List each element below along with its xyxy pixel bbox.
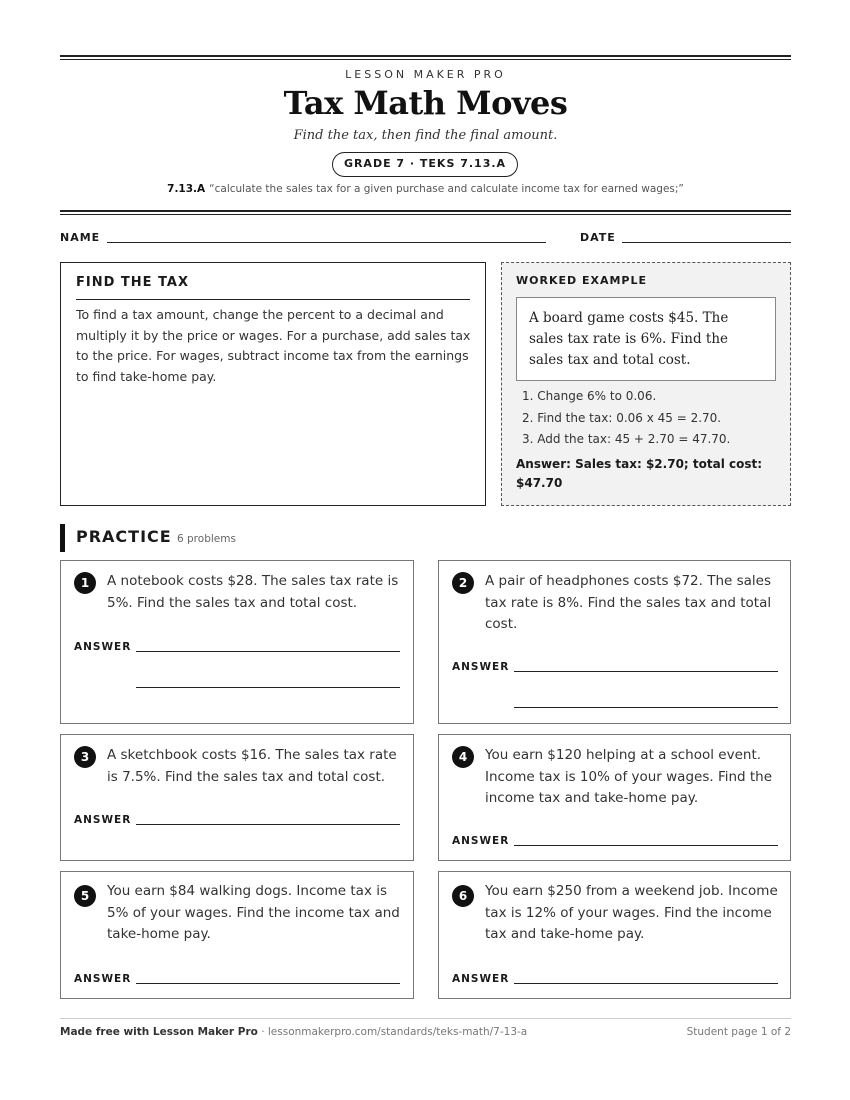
footer-credit (60, 1026, 527, 1038)
top-double-rule (60, 55, 791, 60)
example-title: WORKED EXAMPLE (516, 274, 647, 287)
worksheet-page (60, 0, 791, 1100)
practice-accent-bar (60, 524, 65, 552)
practice-title: PRACTICE (76, 527, 172, 546)
problem-card-2 (438, 560, 791, 724)
problem-number-badge: 4 (452, 746, 474, 768)
answer-label: ANSWER (74, 641, 132, 653)
concept-title: FIND THE TAX (76, 275, 190, 290)
problem-number-badge: 3 (74, 746, 96, 768)
example-step: 1. Change 6% to 0.06. (522, 389, 657, 403)
example-step: 3. Add the tax: 45 + 2.70 = 47.70. (522, 432, 731, 446)
problem-text: A pair of headphones costs $72. The sales tax rate is 8%. Find the sales tax and total cost. (485, 573, 772, 632)
answer-line[interactable] (514, 983, 778, 984)
header-bottom-rule (60, 210, 791, 215)
problem-text: You earn $120 helping at a school event. Income tax is 10% of your wages. Find the income tax and take-home pay. (485, 747, 773, 806)
worked-example-box (501, 262, 791, 506)
problem-card-4 (438, 734, 791, 861)
answer-label: ANSWER (452, 661, 510, 673)
problem-number-badge: 2 (452, 572, 474, 594)
answer-line[interactable] (514, 845, 778, 846)
footer-made-with: Made free with Lesson Maker Pro (60, 1026, 258, 1038)
example-steps (522, 386, 730, 451)
example-problem: A board game costs $45. The sales tax rate is 6%. Find the sales tax and total cost. (516, 297, 776, 381)
answer-line[interactable] (514, 707, 778, 708)
problem-card-3 (60, 734, 414, 861)
problem-text: You earn $250 from a weekend job. Income tax is 12% of your wages. Find the income tax and take-home pay. (485, 883, 778, 942)
date-field[interactable] (622, 242, 791, 243)
problem-number-badge: 5 (74, 885, 96, 907)
answer-line[interactable] (514, 671, 778, 672)
answer-label: ANSWER (74, 973, 132, 985)
example-answer: Answer: Sales tax: $2.70; total cost: $47.70 (516, 457, 763, 490)
brand-name: LESSON MAKER PRO (345, 68, 506, 81)
concept-box (60, 262, 486, 506)
problem-card-1 (60, 560, 414, 724)
answer-label: ANSWER (452, 835, 510, 847)
date-label: DATE (580, 231, 616, 244)
grade-badge: GRADE 7 · TEKS 7.13.A (332, 152, 518, 177)
problem-card-6 (438, 871, 791, 999)
answer-label: ANSWER (74, 814, 132, 826)
answer-line[interactable] (136, 983, 400, 984)
answer-line[interactable] (136, 687, 400, 688)
problem-text: A sketchbook costs $16. The sales tax rate is 7.5%. Find the sales tax and total cost. (107, 747, 397, 785)
problem-text: You earn $84 walking dogs. Income tax is 5% of your wages. Find the income tax and take-home pay. (107, 883, 400, 942)
answer-line[interactable] (136, 824, 400, 825)
practice-count: 6 problems (177, 533, 236, 545)
name-field[interactable] (107, 242, 546, 243)
example-step: 2. Find the tax: 0.06 x 45 = 2.70. (522, 410, 722, 425)
concept-divider (76, 299, 470, 300)
problem-card-5 (60, 871, 414, 999)
name-label: NAME (60, 231, 101, 244)
footer-url[interactable]: · lessonmakerpro.com/standards/teks-math/7-13-a (257, 1026, 528, 1038)
problem-number-badge: 6 (452, 885, 474, 907)
page-subtitle: Find the tax, then find the final amount. (293, 128, 558, 143)
answer-line[interactable] (136, 651, 400, 652)
standard-code: 7.13.A (167, 183, 206, 195)
page-title: Tax Math Moves (283, 84, 568, 122)
standard-text: “calculate the sales tax for a given purchase and calculate income tax for earned wages;” (209, 183, 684, 195)
problem-number-badge: 1 (74, 572, 96, 594)
answer-label: ANSWER (452, 973, 510, 985)
footer-divider (60, 1018, 791, 1019)
concept-body: To find a tax amount, change the percent to a decimal and multiply it by the price or wages. For a purchase, add sales tax to the price. For wages, subtract income tax from the earnings to find take-home pay. (76, 307, 471, 384)
standard-line (60, 183, 791, 195)
footer-page-number: Student page 1 of 2 (686, 1026, 791, 1038)
problem-text: A notebook costs $28. The sales tax rate is 5%. Find the sales tax and total cost. (107, 573, 399, 611)
